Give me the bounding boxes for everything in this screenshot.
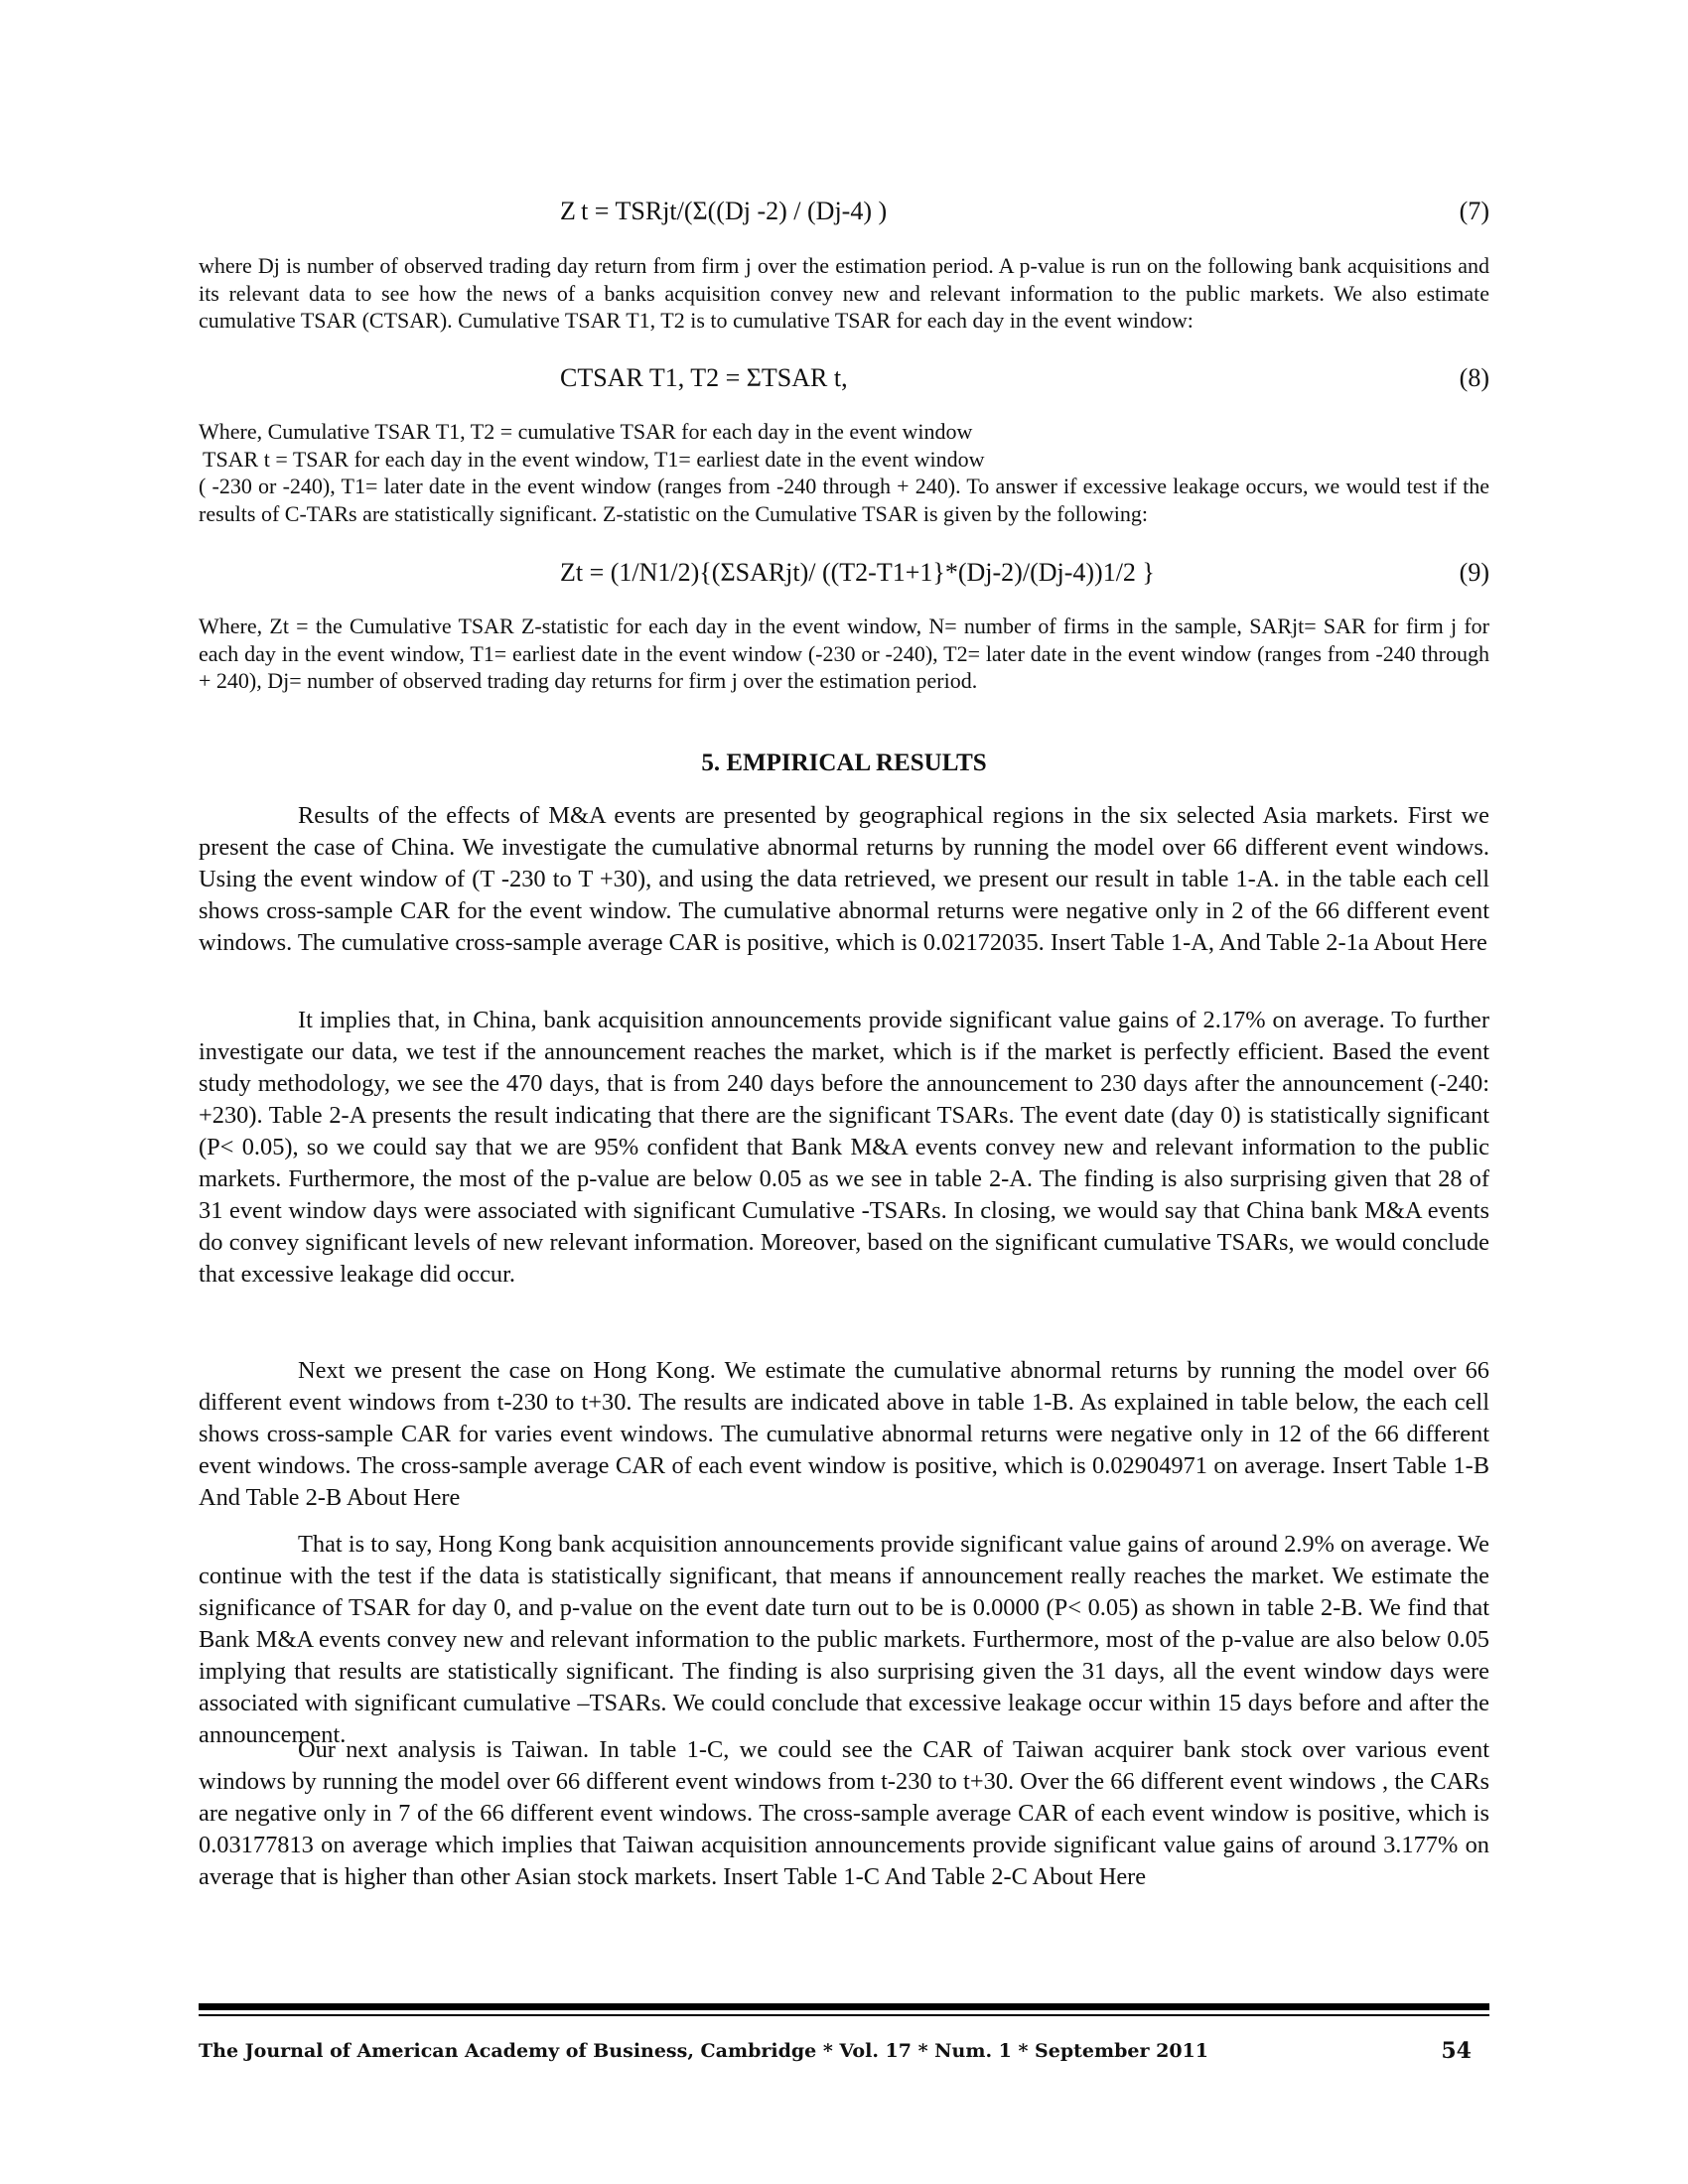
equation-9-number: (9) (1459, 558, 1489, 587)
body-paragraph (199, 800, 1489, 959)
eq8-definition-line-3: ( -230 or -240), T1= later date in the event window (ranges from -240 through + 240). To answer if excessive leakage occurs, we would test if the results of C-TARs are statistically significant. Z-statistic on the Cumulative TSAR is given by the following: (199, 474, 1489, 526)
eq8-definitions (199, 418, 1489, 527)
eq9-definitions-text: Where, Zt = the Cumulative TSAR Z-statistic for each day in the event window, N= number of firms in the sample, SARjt= SAR for firm j for each day in the event window, T1= earliest date in the event window (-230 or -240), T2= later date in the event window (ranges from -240 through + 240), Dj= number of observed trading day returns for firm j over the estimation period. (199, 614, 1489, 693)
body-paragraph (199, 1355, 1489, 1514)
paragraph-text: It implies that, in China, bank acquisition announcements provide significant value gains of 2.17% on average. To further investigate our data, we test if the announcement reaches the market, which is if the market is perfectly efficient. Based the event study methodology, we see the 470 days, that is from 240 days before the announcement to 230 days after the announcement (-240: +230). Table 2-A presents the result indicating that there are the significant TSARs. The event date (day 0) is statistically significant (P< 0.05), so we could say that we are 95% confident that Bank M&A events convey new and relevant information to the public markets. Furthermore, the most of the p-value are below 0.05 as we see in table 2-A. The finding is also surprising given that 28 of 31 event window days were associated with significant Cumulative -TSARs. In closing, we would say that China bank M&A events do convey significant levels of new relevant information. Moreover, based on the significant cumulative TSARs, we would conclude that excessive leakage did occur. (199, 1007, 1489, 1288)
paragraph-text: That is to say, Hong Kong bank acquisition announcements provide significant value gains of around 2.9% on average. We continue with the test if the data is statistically significant, that means if announcement really reaches the market. We estimate the significance of TSAR for day 0, and p-value on the event date turn out to be is 0.0000 (P< 0.05) as shown in table 2-B. We find that Bank M&A events convey new and relevant information to the public markets. Furthermore, most of the p-value are also below 0.05 implying that results are statistically significant. The finding is also surprising given the 31 days, all the event window days were associated with significant cumulative –TSARs. We could conclude that excessive leakage occur within 15 days before and after the announcement. (199, 1531, 1489, 1748)
page-footer (199, 2035, 1489, 2067)
journal-citation: The Journal of American Academy of Business, Cambridge * Vol. 17 * Num. 1 * September 2011 (199, 2040, 1209, 2062)
paragraph-text: Next we present the case on Hong Kong. We estimate the cumulative abnormal returns by running the model over 66 different event windows from t-230 to t+30. The results are indicated above in table 1-B. As explained in table below, the each cell shows cross-sample CAR for varies event windows. The cumulative abnormal returns were negative only in 12 of the 66 different event windows. The cross-sample average CAR of each event window is positive, which is 0.02904971 on average. Insert Table 1-B And Table 2-B About Here (199, 1357, 1489, 1511)
footer-rule-thin (199, 2014, 1489, 2016)
eq9-definitions (199, 613, 1489, 695)
eq8-definition-line-2: TSAR t = TSAR for each day in the event window, T1= earliest date in the event window (203, 446, 985, 472)
footer-rule-thick (199, 2003, 1489, 2010)
equation-9-expression: Zt = (1/N1/2){(ΣSARjt)/ ((T2-T1+1}*(Dj-2)/(Dj-4))1/2 } (560, 558, 1155, 587)
paragraph-text: Our next analysis is Taiwan. In table 1-C, we could see the CAR of Taiwan acquirer bank stock over various event windows by running the model over 66 different event windows from t-230 to t+30. Over the 66 different event windows , the CARs are negative only in 7 of the 66 different event windows. The cross-sample average CAR of each event window is positive, which is 0.03177813 on average which implies that Taiwan acquisition announcements provide significant value gains of around 3.177% on average that is higher than other Asian stock markets. Insert Table 1-C And Table 2-C About Here (199, 1736, 1489, 1890)
body-paragraph (199, 1529, 1489, 1751)
equation-8-number: (8) (1459, 363, 1489, 392)
eq8-definition-line-1: Where, Cumulative TSAR T1, T2 = cumulative TSAR for each day in the event window (199, 419, 973, 444)
paragraph-text: Results of the effects of M&A events are presented by geographical regions in the six selected Asia markets. First we present the case of China. We investigate the cumulative abnormal returns by running the model over 66 different event windows. Using the event window of (T -230 to T +30), and using the data retrieved, we present our result in table 1-A. in the table each cell shows cross-sample CAR for the event window. The cumulative abnormal returns were negative only in 2 of the 66 different event windows. The cumulative cross-sample average CAR is positive, which is 0.02172035. Insert Table 1-A, And Table 2-1a About Here (199, 802, 1489, 956)
body-paragraph (199, 1734, 1489, 1893)
page-number: 54 (1441, 2038, 1472, 2064)
equation-8-expression: CTSAR T1, T2 = ΣTSAR t, (560, 363, 848, 392)
section-heading: 5. EMPIRICAL RESULTS (701, 750, 987, 776)
eq7-explanation (199, 252, 1489, 335)
equation-7-expression: Z t = TSRjt/(Σ((Dj -2) / (Dj-4) ) (560, 197, 888, 225)
body-paragraph (199, 1005, 1489, 1291)
eq7-explanation-text: where Dj is number of observed trading day return from firm j over the estimation period. A p-value is run on the following bank acquisitions and its relevant data to see how the news of a banks acquisition convey new and relevant information to the public markets. We also estimate cumulative TSAR (CTSAR). Cumulative TSAR T1, T2 is to cumulative TSAR for each day in the event window: (199, 253, 1489, 333)
equation-7-number: (7) (1459, 197, 1489, 225)
